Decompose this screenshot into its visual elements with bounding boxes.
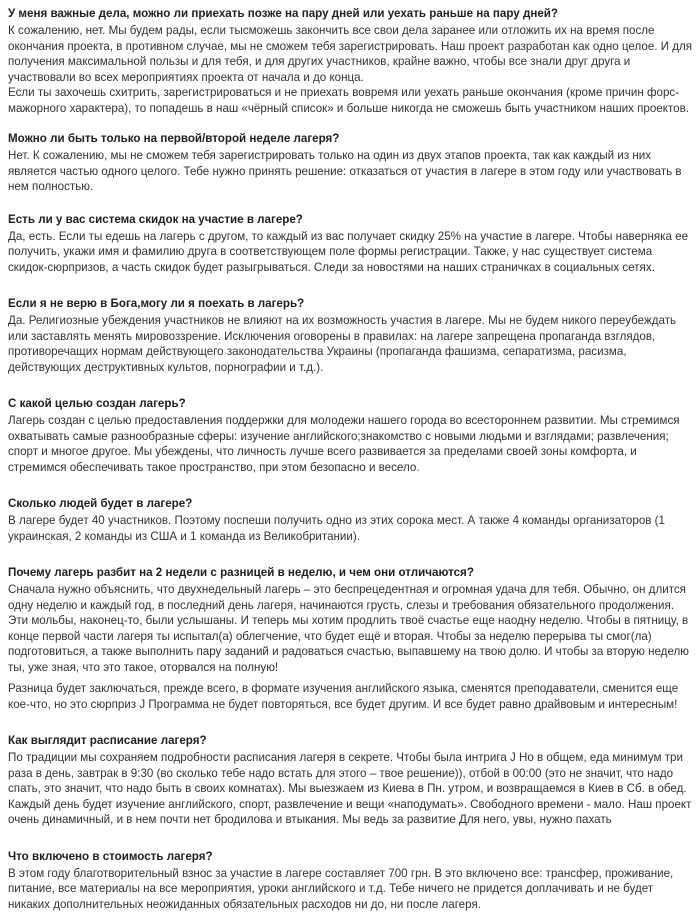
faq-answer: Если ты захочешь схитрить, зарегистрироваться и не приехать вовремя или уехать раньше окончания (кроме причин форс-мажорного характера), то попадешь в наш «чёрный список» и больше никогда не сможешь быть участником наших проектов.	[8, 85, 694, 116]
faq-answer: В этом году благотворительный взнос за участие в лагере составляет 700 грн. В это включено все: трансфер, проживание, питание, все материалы на все мероприятия, уроки английского и т.д. Тебе ничего не придется доплачивать и не будет никаких дополнительных неожиданных обязательных расходов ни до, ни после лагеря.	[8, 866, 694, 912]
faq-item	[8, 565, 694, 712]
faq-answer: По традиции мы сохраняем подробности расписания лагеря в секрете. Чтобы была интрига J Но в общем, еда минимум три раза в день, завтрак в 9:30 (во сколько тебе надо встать для этого – твое решение)), отбой в 00:00 (это не значит, что надо спать, это значит, что надо быть в своих комнатах). Мы выезжаем из Киева в Пн. утром, и возвращаемся в Киев в Сб. в обед. Каждый день будет изучение английского, спорт, развлечение и вещи «наподумать». Свободного времени - мало. Наш проект очень динамичный, и в нем почти нет бродилова и втыкания. Мы ведь за развитие Для него, увы, нужно пахать	[8, 750, 694, 828]
faq-answer: Разница будет заключаться, прежде всего, в формате изучения английского языка, сменятся преподаватели, сменится еще кое-что, но это сюрприз J Программа не будет повторяться, все будет другим. И все будет равно драйвовым и интересным!	[8, 681, 694, 712]
faq-answer: Сначала нужно объяснить, что двухнедельный лагерь – это беспрецедентная и огромная удача для тебя. Обычно, он длится одну неделю и каждый год, в последний день лагеря, начинаются грусть, слезы и требования обязательного продолжения. Эти мольбы, наконец-то, были услышаны. И теперь мы хотим продлить твоё счастье еще наодну неделю. Чтобы в пятницу, в конце первой части лагеря ты испытал(а) облегчение, что будет ещё и вторая. Чтобы за неделю перерыва ты смог(ла) подготовиться, а также выполнить пару заданий и радоваться счастью, выпавшему на твою долю. И чтобы за вторую неделю ты, уже зная, что это такое, оторвался на полную!	[8, 582, 694, 675]
faq-answer: Да. Религиозные убеждения участников не влияют на их возможность участия в лагере. Мы не будем никого переубеждать или заставлять менять мировоззрение. Исключения оговорены в правилах: на лагере запрещена пропаганда взглядов, противоречащих нормам действующего законодательства Украины (пропаганда фашизма, сепаратизма, расизма, действующих деструктивных культов, порнографии и т.д.).	[8, 313, 694, 375]
faq-answer: К сожалению, нет. Мы будем рады, если тысможешь закончить все свои дела заранее или отложить их на время после окончания проекта, в противном случае, мы не сможем тебя зарегистрировать. Наш проект разработан как одно целое. И для получения максимальной пользы и для тебя, и для других участников, крайне важно, чтобы все знали друг друга и участвовали во всех мероприятиях проекта от начала и до конца.	[8, 23, 694, 85]
faq-item	[8, 849, 694, 912]
faq-item	[8, 396, 694, 475]
faq-item	[8, 6, 694, 116]
faq-item	[8, 212, 694, 276]
faq-question: Как выглядит расписание лагеря?	[8, 733, 694, 749]
faq-answer: Да, есть. Если ты едешь на лагерь с другом, то каждый из вас получает скидку 25% на участие в лагере. Чтобы наверняка ее получить, укажи имя и фамилию друга в соответствующем поле формы регистрации. Также, у нас существует система скидок-сюрпризов, а часть скидок будет разыгрываться. Следи за новостями на наших страничках в социальных сетях.	[8, 229, 694, 276]
faq-question: У меня важные дела, можно ли приехать позже на пару дней или уехать раньше на пару дней?	[8, 6, 694, 22]
faq-answer: Нет. К сожалению, мы не сможем тебя зарегистрировать только на один из двух этапов проекта, так как каждый из них является частью одного целого. Тебе нужно принять решение: отказаться от участия в лагере в этом году или участвовать в нем полностью.	[8, 148, 694, 195]
faq-item	[8, 733, 694, 828]
faq-answer: В лагере будет 40 участников. Поэтому поспеши получить одно из этих сорока мест. А также 4 команды организаторов (1 украинская, 2 команды из США и 1 команда из Великобритании).	[8, 513, 694, 544]
faq-question: Почему лагерь разбит на 2 недели с разницей в неделю, и чем они отличаются?	[8, 565, 694, 581]
faq-question: Что включено в стоимость лагеря?	[8, 849, 694, 865]
faq-item	[8, 296, 694, 375]
faq-item	[8, 496, 694, 544]
faq-answer: Лагерь создан с целью предоставления поддержки для молодежи нашего города во всестороннем развитии. Мы стремимся охватывать самые разнообразные сферы: изучение английского;знакомство с новыми людьми и взглядами; развлечения; спорт и многое другое. Мы убеждены, что личность лучше всего развивается за пределами своей зоны комфорта, и стремимся обеспечивать такое пространство, при этом безопасно и весело.	[8, 413, 694, 475]
faq-item	[8, 131, 694, 195]
faq-question: Можно ли быть только на первой/второй неделе лагеря?	[8, 131, 694, 147]
faq-question: Если я не верю в Бога,могу ли я поехать в лагерь?	[8, 296, 694, 312]
faq-question: Сколько людей будет в лагере?	[8, 496, 694, 512]
faq-question: Есть ли у вас система скидок на участие в лагере?	[8, 212, 694, 228]
faq-question: С какой целью создан лагерь?	[8, 396, 694, 412]
